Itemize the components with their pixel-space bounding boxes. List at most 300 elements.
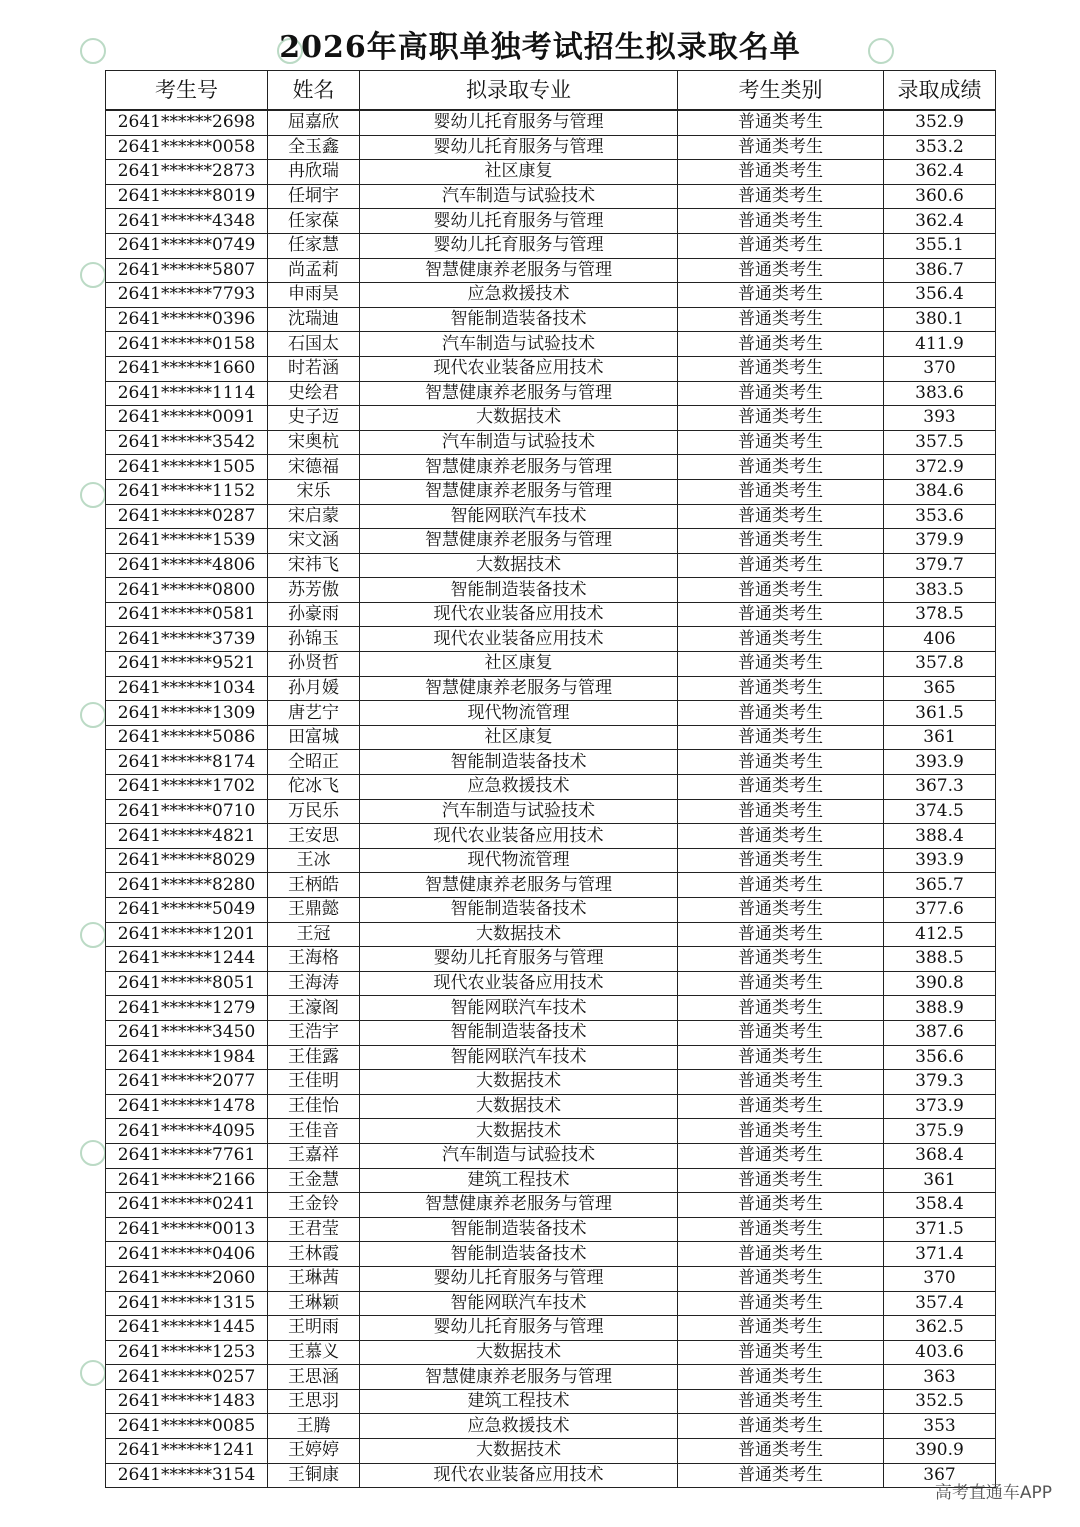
table-row bbox=[106, 775, 996, 800]
cell-exam-id: 2641******0158 bbox=[106, 332, 268, 357]
cell-name: 王海涛 bbox=[268, 971, 360, 996]
watermark-seal-icon bbox=[80, 922, 106, 948]
cell-category: 普通类考生 bbox=[678, 1291, 884, 1316]
cell-exam-id: 2641******1483 bbox=[106, 1389, 268, 1414]
watermark-seal-icon bbox=[80, 1140, 106, 1166]
cell-exam-id: 2641******3739 bbox=[106, 627, 268, 652]
cell-score: 363 bbox=[884, 1365, 996, 1390]
cell-category: 普通类考生 bbox=[678, 504, 884, 529]
cell-name: 王铜康 bbox=[268, 1463, 360, 1488]
cell-name: 屈嘉欣 bbox=[268, 110, 360, 135]
cell-name: 宋文涵 bbox=[268, 529, 360, 554]
cell-name: 王安思 bbox=[268, 824, 360, 849]
cell-name: 王佳露 bbox=[268, 1045, 360, 1070]
cell-name: 王佳怡 bbox=[268, 1094, 360, 1119]
cell-exam-id: 2641******8174 bbox=[106, 750, 268, 775]
cell-category: 普通类考生 bbox=[678, 1143, 884, 1168]
table-row bbox=[106, 1119, 996, 1144]
cell-major: 婴幼儿托育服务与管理 bbox=[360, 1316, 678, 1341]
cell-score: 388.5 bbox=[884, 947, 996, 972]
cell-score: 365 bbox=[884, 676, 996, 701]
cell-category: 普通类考生 bbox=[678, 184, 884, 209]
cell-exam-id: 2641******1702 bbox=[106, 775, 268, 800]
cell-category: 普通类考生 bbox=[678, 1340, 884, 1365]
table-row bbox=[106, 110, 996, 135]
cell-major: 现代农业装备应用技术 bbox=[360, 971, 678, 996]
cell-score: 362.4 bbox=[884, 209, 996, 234]
cell-category: 普通类考生 bbox=[678, 332, 884, 357]
cell-exam-id: 2641******8051 bbox=[106, 971, 268, 996]
table-row bbox=[106, 922, 996, 947]
table-row bbox=[106, 824, 996, 849]
cell-score: 374.5 bbox=[884, 799, 996, 824]
cell-major: 现代农业装备应用技术 bbox=[360, 602, 678, 627]
cell-exam-id: 2641******0581 bbox=[106, 602, 268, 627]
table-row bbox=[106, 1020, 996, 1045]
table-row bbox=[106, 209, 996, 234]
cell-exam-id: 2641******2060 bbox=[106, 1266, 268, 1291]
cell-score: 362.5 bbox=[884, 1316, 996, 1341]
cell-name: 王思涵 bbox=[268, 1365, 360, 1390]
cell-score: 379.7 bbox=[884, 553, 996, 578]
table-row bbox=[106, 676, 996, 701]
cell-major: 现代物流管理 bbox=[360, 848, 678, 873]
cell-major: 汽车制造与试验技术 bbox=[360, 799, 678, 824]
cell-name: 王佳明 bbox=[268, 1070, 360, 1095]
cell-major: 智慧健康养老服务与管理 bbox=[360, 676, 678, 701]
table-row bbox=[106, 1316, 996, 1341]
cell-category: 普通类考生 bbox=[678, 1217, 884, 1242]
cell-exam-id: 2641******9521 bbox=[106, 652, 268, 677]
cell-major: 现代农业装备应用技术 bbox=[360, 1463, 678, 1488]
table-row bbox=[106, 1143, 996, 1168]
cell-category: 普通类考生 bbox=[678, 1193, 884, 1218]
cell-score: 379.3 bbox=[884, 1070, 996, 1095]
cell-category: 普通类考生 bbox=[678, 922, 884, 947]
cell-major: 智能制造装备技术 bbox=[360, 307, 678, 332]
cell-exam-id: 2641******0396 bbox=[106, 307, 268, 332]
cell-score: 387.6 bbox=[884, 1020, 996, 1045]
cell-score: 375.9 bbox=[884, 1119, 996, 1144]
cell-category: 普通类考生 bbox=[678, 430, 884, 455]
cell-major: 智慧健康养老服务与管理 bbox=[360, 381, 678, 406]
table-body bbox=[106, 110, 996, 1488]
cell-exam-id: 2641******0257 bbox=[106, 1365, 268, 1390]
cell-major: 智能制造装备技术 bbox=[360, 1217, 678, 1242]
cell-score: 352.5 bbox=[884, 1389, 996, 1414]
cell-major: 大数据技术 bbox=[360, 1119, 678, 1144]
cell-score: 383.6 bbox=[884, 381, 996, 406]
cell-category: 普通类考生 bbox=[678, 258, 884, 283]
table-row bbox=[106, 1365, 996, 1390]
cell-score: 373.9 bbox=[884, 1094, 996, 1119]
cell-category: 普通类考生 bbox=[678, 947, 884, 972]
cell-score: 379.9 bbox=[884, 529, 996, 554]
cell-name: 王嘉祥 bbox=[268, 1143, 360, 1168]
cell-category: 普通类考生 bbox=[678, 553, 884, 578]
cell-category: 普通类考生 bbox=[678, 110, 884, 135]
cell-exam-id: 2641******8019 bbox=[106, 184, 268, 209]
cell-name: 孙锦玉 bbox=[268, 627, 360, 652]
cell-category: 普通类考生 bbox=[678, 602, 884, 627]
cell-score: 365.7 bbox=[884, 873, 996, 898]
cell-name: 孙贤哲 bbox=[268, 652, 360, 677]
cell-name: 王冠 bbox=[268, 922, 360, 947]
cell-score: 403.6 bbox=[884, 1340, 996, 1365]
cell-name: 全玉鑫 bbox=[268, 135, 360, 160]
cell-score: 361 bbox=[884, 725, 996, 750]
cell-score: 388.4 bbox=[884, 824, 996, 849]
cell-category: 普通类考生 bbox=[678, 725, 884, 750]
cell-major: 大数据技术 bbox=[360, 1439, 678, 1464]
cell-score: 353.6 bbox=[884, 504, 996, 529]
cell-exam-id: 2641******1244 bbox=[106, 947, 268, 972]
table-row bbox=[106, 1070, 996, 1095]
cell-name: 佗冰飞 bbox=[268, 775, 360, 800]
cell-name: 孙豪雨 bbox=[268, 602, 360, 627]
table-row bbox=[106, 971, 996, 996]
cell-category: 普通类考生 bbox=[678, 652, 884, 677]
cell-score: 362.4 bbox=[884, 160, 996, 185]
cell-category: 普通类考生 bbox=[678, 479, 884, 504]
cell-name: 史子迈 bbox=[268, 406, 360, 431]
cell-category: 普通类考生 bbox=[678, 307, 884, 332]
table-row bbox=[106, 898, 996, 923]
column-header-score: 录取成绩 bbox=[884, 71, 996, 111]
table-row bbox=[106, 233, 996, 258]
table-row bbox=[106, 504, 996, 529]
cell-category: 普通类考生 bbox=[678, 529, 884, 554]
cell-score: 390.9 bbox=[884, 1439, 996, 1464]
cell-name: 王海格 bbox=[268, 947, 360, 972]
cell-major: 智慧健康养老服务与管理 bbox=[360, 1365, 678, 1390]
page-title: 2026年高职单独考试招生拟录取名单 bbox=[279, 30, 801, 65]
cell-category: 普通类考生 bbox=[678, 799, 884, 824]
cell-score: 380.1 bbox=[884, 307, 996, 332]
cell-name: 申雨昊 bbox=[268, 283, 360, 308]
cell-name: 王琳颖 bbox=[268, 1291, 360, 1316]
cell-category: 普通类考生 bbox=[678, 898, 884, 923]
cell-major: 智慧健康养老服务与管理 bbox=[360, 529, 678, 554]
cell-major: 智能制造装备技术 bbox=[360, 750, 678, 775]
cell-score: 406 bbox=[884, 627, 996, 652]
cell-score: 356.6 bbox=[884, 1045, 996, 1070]
cell-category: 普通类考生 bbox=[678, 750, 884, 775]
cell-name: 宋德福 bbox=[268, 455, 360, 480]
cell-major: 汽车制造与试验技术 bbox=[360, 1143, 678, 1168]
cell-major: 婴幼儿托育服务与管理 bbox=[360, 1266, 678, 1291]
cell-exam-id: 2641******1445 bbox=[106, 1316, 268, 1341]
cell-exam-id: 2641******5807 bbox=[106, 258, 268, 283]
cell-score: 367 bbox=[884, 1463, 996, 1488]
cell-score: 384.6 bbox=[884, 479, 996, 504]
cell-major: 汽车制造与试验技术 bbox=[360, 430, 678, 455]
cell-major: 婴幼儿托育服务与管理 bbox=[360, 947, 678, 972]
watermark-seal-icon bbox=[80, 262, 106, 288]
table-row bbox=[106, 307, 996, 332]
admission-table bbox=[105, 70, 996, 1488]
table-row bbox=[106, 1217, 996, 1242]
cell-category: 普通类考生 bbox=[678, 996, 884, 1021]
cell-exam-id: 2641******1984 bbox=[106, 1045, 268, 1070]
table-row bbox=[106, 750, 996, 775]
table-row bbox=[106, 332, 996, 357]
cell-category: 普通类考生 bbox=[678, 1414, 884, 1439]
cell-category: 普通类考生 bbox=[678, 135, 884, 160]
cell-exam-id: 2641******0091 bbox=[106, 406, 268, 431]
table-row bbox=[106, 799, 996, 824]
cell-major: 智慧健康养老服务与管理 bbox=[360, 873, 678, 898]
cell-exam-id: 2641******1114 bbox=[106, 381, 268, 406]
table-row bbox=[106, 996, 996, 1021]
table-row bbox=[106, 1389, 996, 1414]
cell-name: 宋奥杭 bbox=[268, 430, 360, 455]
cell-category: 普通类考生 bbox=[678, 1094, 884, 1119]
cell-exam-id: 2641******3450 bbox=[106, 1020, 268, 1045]
cell-category: 普通类考生 bbox=[678, 1316, 884, 1341]
cell-name: 沈瑞迪 bbox=[268, 307, 360, 332]
cell-name: 王佳音 bbox=[268, 1119, 360, 1144]
cell-category: 普通类考生 bbox=[678, 209, 884, 234]
table-row bbox=[106, 1193, 996, 1218]
cell-exam-id: 2641******4821 bbox=[106, 824, 268, 849]
table-row bbox=[106, 529, 996, 554]
cell-score: 361.5 bbox=[884, 701, 996, 726]
cell-exam-id: 2641******1279 bbox=[106, 996, 268, 1021]
cell-major: 现代农业装备应用技术 bbox=[360, 356, 678, 381]
table-row bbox=[106, 578, 996, 603]
cell-exam-id: 2641******5086 bbox=[106, 725, 268, 750]
cell-score: 378.5 bbox=[884, 602, 996, 627]
cell-category: 普通类考生 bbox=[678, 160, 884, 185]
table-row bbox=[106, 356, 996, 381]
cell-major: 社区康复 bbox=[360, 160, 678, 185]
cell-category: 普通类考生 bbox=[678, 233, 884, 258]
cell-category: 普通类考生 bbox=[678, 873, 884, 898]
cell-category: 普通类考生 bbox=[678, 1168, 884, 1193]
table-header-row bbox=[106, 71, 996, 111]
footer-brand-watermark: 高考直通车APP bbox=[934, 1483, 1052, 1503]
cell-exam-id: 2641******3542 bbox=[106, 430, 268, 455]
cell-major: 社区康复 bbox=[360, 725, 678, 750]
cell-exam-id: 2641******1539 bbox=[106, 529, 268, 554]
cell-major: 社区康复 bbox=[360, 652, 678, 677]
cell-name: 冉欣瑞 bbox=[268, 160, 360, 185]
cell-major: 应急救援技术 bbox=[360, 1414, 678, 1439]
cell-major: 大数据技术 bbox=[360, 922, 678, 947]
cell-name: 任家葆 bbox=[268, 209, 360, 234]
column-header-category: 考生类别 bbox=[678, 71, 884, 111]
cell-category: 普通类考生 bbox=[678, 775, 884, 800]
cell-major: 大数据技术 bbox=[360, 553, 678, 578]
cell-name: 王濠阁 bbox=[268, 996, 360, 1021]
cell-exam-id: 2641******0710 bbox=[106, 799, 268, 824]
cell-category: 普通类考生 bbox=[678, 356, 884, 381]
cell-major: 大数据技术 bbox=[360, 1340, 678, 1365]
cell-exam-id: 2641******2166 bbox=[106, 1168, 268, 1193]
cell-exam-id: 2641******1315 bbox=[106, 1291, 268, 1316]
cell-name: 苏芳傲 bbox=[268, 578, 360, 603]
cell-score: 371.5 bbox=[884, 1217, 996, 1242]
cell-score: 353.2 bbox=[884, 135, 996, 160]
cell-category: 普通类考生 bbox=[678, 283, 884, 308]
table-row bbox=[106, 701, 996, 726]
cell-category: 普通类考生 bbox=[678, 848, 884, 873]
table-row bbox=[106, 135, 996, 160]
cell-exam-id: 2641******0241 bbox=[106, 1193, 268, 1218]
cell-major: 汽车制造与试验技术 bbox=[360, 184, 678, 209]
cell-major: 现代农业装备应用技术 bbox=[360, 824, 678, 849]
table-row bbox=[106, 381, 996, 406]
cell-major: 大数据技术 bbox=[360, 1070, 678, 1095]
table-row bbox=[106, 160, 996, 185]
cell-score: 367.3 bbox=[884, 775, 996, 800]
table-row bbox=[106, 455, 996, 480]
cell-major: 智能制造装备技术 bbox=[360, 898, 678, 923]
cell-name: 宋祎飞 bbox=[268, 553, 360, 578]
cell-name: 孙月媛 bbox=[268, 676, 360, 701]
cell-name: 王思羽 bbox=[268, 1389, 360, 1414]
cell-exam-id: 2641******1253 bbox=[106, 1340, 268, 1365]
cell-name: 王冰 bbox=[268, 848, 360, 873]
cell-score: 370 bbox=[884, 1266, 996, 1291]
cell-score: 370 bbox=[884, 356, 996, 381]
cell-major: 现代农业装备应用技术 bbox=[360, 627, 678, 652]
cell-score: 372.9 bbox=[884, 455, 996, 480]
cell-major: 应急救援技术 bbox=[360, 775, 678, 800]
cell-category: 普通类考生 bbox=[678, 1020, 884, 1045]
cell-exam-id: 2641******1505 bbox=[106, 455, 268, 480]
cell-score: 361 bbox=[884, 1168, 996, 1193]
cell-score: 393.9 bbox=[884, 848, 996, 873]
cell-name: 王琳茜 bbox=[268, 1266, 360, 1291]
cell-exam-id: 2641******7761 bbox=[106, 1143, 268, 1168]
table-row bbox=[106, 430, 996, 455]
cell-name: 任家慧 bbox=[268, 233, 360, 258]
table-row bbox=[106, 184, 996, 209]
cell-exam-id: 2641******3154 bbox=[106, 1463, 268, 1488]
cell-category: 普通类考生 bbox=[678, 627, 884, 652]
cell-exam-id: 2641******0085 bbox=[106, 1414, 268, 1439]
cell-score: 393 bbox=[884, 406, 996, 431]
cell-exam-id: 2641******1660 bbox=[106, 356, 268, 381]
cell-exam-id: 2641******4095 bbox=[106, 1119, 268, 1144]
cell-major: 智能制造装备技术 bbox=[360, 578, 678, 603]
cell-category: 普通类考生 bbox=[678, 1242, 884, 1267]
cell-exam-id: 2641******2698 bbox=[106, 110, 268, 135]
cell-name: 尚孟莉 bbox=[268, 258, 360, 283]
cell-name: 宋乐 bbox=[268, 479, 360, 504]
cell-major: 婴幼儿托育服务与管理 bbox=[360, 110, 678, 135]
cell-exam-id: 2641******7793 bbox=[106, 283, 268, 308]
cell-name: 王柄皓 bbox=[268, 873, 360, 898]
cell-category: 普通类考生 bbox=[678, 455, 884, 480]
cell-category: 普通类考生 bbox=[678, 701, 884, 726]
cell-score: 358.4 bbox=[884, 1193, 996, 1218]
cell-exam-id: 2641******0287 bbox=[106, 504, 268, 529]
cell-name: 任垌宇 bbox=[268, 184, 360, 209]
cell-major: 智慧健康养老服务与管理 bbox=[360, 455, 678, 480]
cell-score: 411.9 bbox=[884, 332, 996, 357]
column-header-exam-id: 考生号 bbox=[106, 71, 268, 111]
cell-category: 普通类考生 bbox=[678, 824, 884, 849]
table-row bbox=[106, 602, 996, 627]
cell-major: 智慧健康养老服务与管理 bbox=[360, 258, 678, 283]
cell-category: 普通类考生 bbox=[678, 1070, 884, 1095]
cell-exam-id: 2641******2873 bbox=[106, 160, 268, 185]
watermark-seal-icon bbox=[80, 1360, 106, 1386]
table-row bbox=[106, 479, 996, 504]
cell-major: 智慧健康养老服务与管理 bbox=[360, 1193, 678, 1218]
cell-score: 360.6 bbox=[884, 184, 996, 209]
cell-name: 万民乐 bbox=[268, 799, 360, 824]
cell-score: 357.8 bbox=[884, 652, 996, 677]
cell-name: 王鼎懿 bbox=[268, 898, 360, 923]
cell-category: 普通类考生 bbox=[678, 1266, 884, 1291]
column-header-name: 姓名 bbox=[268, 71, 360, 111]
table-row bbox=[106, 848, 996, 873]
table-row bbox=[106, 1291, 996, 1316]
cell-exam-id: 2641******0800 bbox=[106, 578, 268, 603]
cell-major: 大数据技术 bbox=[360, 1094, 678, 1119]
table-row bbox=[106, 1094, 996, 1119]
cell-score: 377.6 bbox=[884, 898, 996, 923]
cell-major: 智慧健康养老服务与管理 bbox=[360, 479, 678, 504]
cell-exam-id: 2641******2077 bbox=[106, 1070, 268, 1095]
cell-category: 普通类考生 bbox=[678, 406, 884, 431]
cell-major: 智能网联汽车技术 bbox=[360, 504, 678, 529]
cell-name: 王明雨 bbox=[268, 1316, 360, 1341]
cell-major: 智能网联汽车技术 bbox=[360, 1045, 678, 1070]
table-row bbox=[106, 1242, 996, 1267]
cell-score: 383.5 bbox=[884, 578, 996, 603]
cell-score: 368.4 bbox=[884, 1143, 996, 1168]
cell-exam-id: 2641******1309 bbox=[106, 701, 268, 726]
cell-exam-id: 2641******4806 bbox=[106, 553, 268, 578]
cell-exam-id: 2641******1201 bbox=[106, 922, 268, 947]
cell-score: 371.4 bbox=[884, 1242, 996, 1267]
cell-name: 唐艺宁 bbox=[268, 701, 360, 726]
cell-major: 婴幼儿托育服务与管理 bbox=[360, 233, 678, 258]
cell-category: 普通类考生 bbox=[678, 1463, 884, 1488]
cell-score: 393.9 bbox=[884, 750, 996, 775]
cell-score: 355.1 bbox=[884, 233, 996, 258]
table-row bbox=[106, 1414, 996, 1439]
cell-major: 建筑工程技术 bbox=[360, 1389, 678, 1414]
cell-exam-id: 2641******1034 bbox=[106, 676, 268, 701]
table-row bbox=[106, 406, 996, 431]
cell-name: 时若涵 bbox=[268, 356, 360, 381]
cell-major: 大数据技术 bbox=[360, 406, 678, 431]
cell-category: 普通类考生 bbox=[678, 578, 884, 603]
watermark-seal-icon bbox=[80, 702, 106, 728]
table-row bbox=[106, 1340, 996, 1365]
cell-name: 王浩宇 bbox=[268, 1020, 360, 1045]
cell-name: 王君莹 bbox=[268, 1217, 360, 1242]
cell-major: 婴幼儿托育服务与管理 bbox=[360, 209, 678, 234]
cell-exam-id: 2641******0749 bbox=[106, 233, 268, 258]
cell-exam-id: 2641******1152 bbox=[106, 479, 268, 504]
cell-score: 388.9 bbox=[884, 996, 996, 1021]
table-row bbox=[106, 1168, 996, 1193]
cell-score: 390.8 bbox=[884, 971, 996, 996]
table-row bbox=[106, 627, 996, 652]
cell-exam-id: 2641******4348 bbox=[106, 209, 268, 234]
cell-category: 普通类考生 bbox=[678, 1365, 884, 1390]
cell-exam-id: 2641******0406 bbox=[106, 1242, 268, 1267]
cell-category: 普通类考生 bbox=[678, 971, 884, 996]
cell-name: 王金慧 bbox=[268, 1168, 360, 1193]
